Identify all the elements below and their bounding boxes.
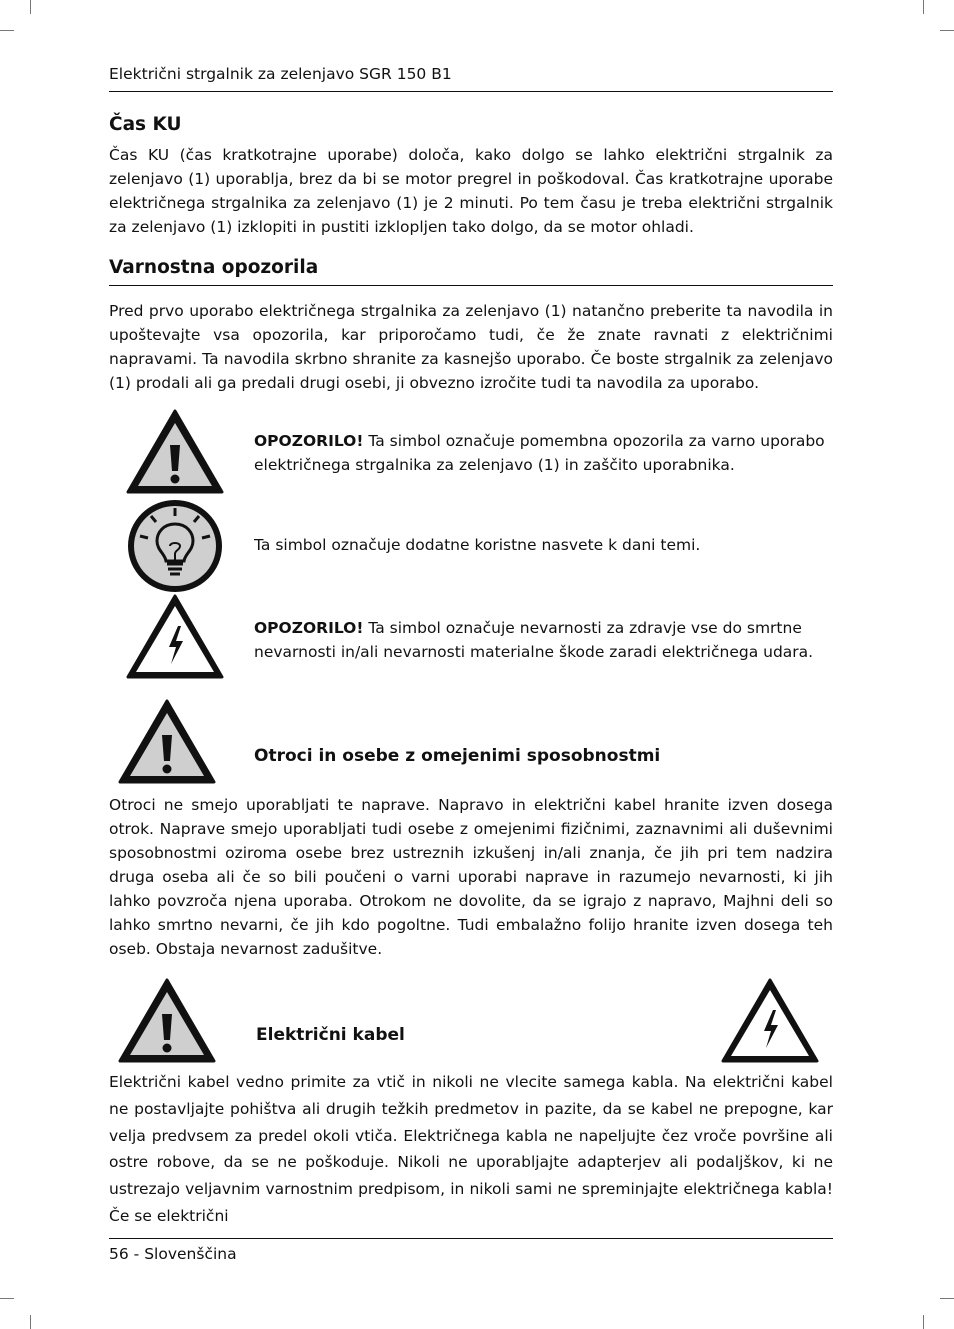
electric-shock-warning-icon <box>126 594 224 680</box>
crop-mark <box>940 1298 954 1299</box>
warning-exclamation-icon <box>126 409 224 495</box>
symbol-warning-text <box>254 429 844 477</box>
shock-warning-label: OPOZORILO! <box>254 619 364 637</box>
symbol-tip-text: Ta simbol označuje dodatne koristne nasvete k dani temi. <box>254 536 701 554</box>
warning-exclamation-icon <box>118 699 216 785</box>
crop-mark <box>923 0 924 14</box>
warning-exclamation-icon <box>118 978 216 1064</box>
page-number: 56 <box>109 1245 129 1263</box>
running-header: Električni strgalnik za zelenjavo SGR 150 B1 <box>109 65 452 83</box>
section-rule <box>109 285 833 286</box>
paragraph-safety-intro: Pred prvo uporabo električnega strgalnika za zelenjavo (1) natančno preberite ta navodila in upoštevajte vsa opozorila, kar priporočamo tudi, če že znate ravnati z električnimi napravami. Ta navodila skrbno shranite za kasnejšo uporabo. Če boste strgalnik za zelenjavo (1) prodali ali ga predali drugi osebi, ji obvezno izročite tudi ta navodila za uporabo. <box>109 302 833 392</box>
crop-mark <box>30 0 31 14</box>
crop-mark <box>923 1315 924 1329</box>
crop-mark <box>0 1298 14 1299</box>
footer-separator: - <box>133 1245 140 1263</box>
paragraph-cable: Električni kabel vedno primite za vtič in nikoli ne vlecite samega kabla. Na električni kabel ne postavljajte pohištva ali drugih težkih predmetov in pazite, da se kabel ne prepogne, kar velja predvsem za predel okoli vtiča. Električnega kabla ne napeljujte čez vroče površine ali ostre robove, da se ne poškoduje. Nikoli ne uporabljajte adapterjev ali podaljškov, ki ne ustrezajo veljavnim varnostnim predpisom, in nikoli sami ne spreminjajte električnega kabla! Če se električni <box>109 1073 833 1225</box>
warning-label: OPOZORILO! <box>254 432 364 450</box>
electric-shock-warning-icon <box>721 978 819 1064</box>
heading-safety: Varnostna opozorila <box>109 257 319 278</box>
heading-cas-ku: Čas KU <box>109 114 182 135</box>
crop-mark <box>940 30 954 31</box>
paragraph-children: Otroci ne smejo uporabljati te naprave. Napravo in električni kabel hranite izven dosega otrok. Naprave smejo uporabljati tudi osebe z omejenimi fizičnimi, zaznavnimi ali duševnimi sposobnostmi oziroma osebe brez ustreznih izkušenj in/ali znanja, če jih pri tem nadzira druga oseba ali če so bili poučeni o varni uporabi naprave in razumejo nevarnosti, ki jih lahko povzroča njena uporaba. Otrokom ne dovolite, da se igrajo z napravo, Majhni deli so lahko smrtno nevarni, če jih kdo pogoltne. Tudi embalažno folijo hranite izven dosega teh oseb. Obstaja nevarnost zadušitve. <box>109 796 833 958</box>
footer-language: Slovenščina <box>144 1245 237 1263</box>
crop-mark <box>30 1315 31 1329</box>
symbol-shock-text <box>254 616 844 664</box>
paragraph-cas-ku: Čas KU (čas kratkotrajne uporabe) določa, kako dolgo se lahko električni strgalnik za zelenjavo (1) uporablja, brez da bi se motor pregrel in poškodoval. Čas kratkotrajne uporabe električnega strgalnika za zelenjavo (1) je 2 minuti. Po tem času je treba električni strgalnik za zelenjavo (1) izklopiti in pustiti izklopljen tako dolgo, da se motor ohladi. <box>109 146 833 236</box>
heading-cable: Električni kabel <box>256 1025 405 1045</box>
footer-rule <box>109 1238 833 1239</box>
page-footer <box>109 1243 237 1265</box>
shock-warning-description: Ta simbol označuje nevarnosti za zdravje vse do smrtne nevarnosti in/ali nevarnosti materialne škode zaradi električnega udara. <box>254 619 814 661</box>
warning-description: Ta simbol označuje pomembna opozorila za varno uporabo električnega strgalnika za zelenjavo (1) in zaščito uporabnika. <box>254 432 825 474</box>
heading-children: Otroci in osebe z omejenimi sposobnostmi <box>254 746 661 766</box>
crop-mark <box>0 30 14 31</box>
header-rule <box>109 91 833 92</box>
lightbulb-icon <box>126 498 224 594</box>
